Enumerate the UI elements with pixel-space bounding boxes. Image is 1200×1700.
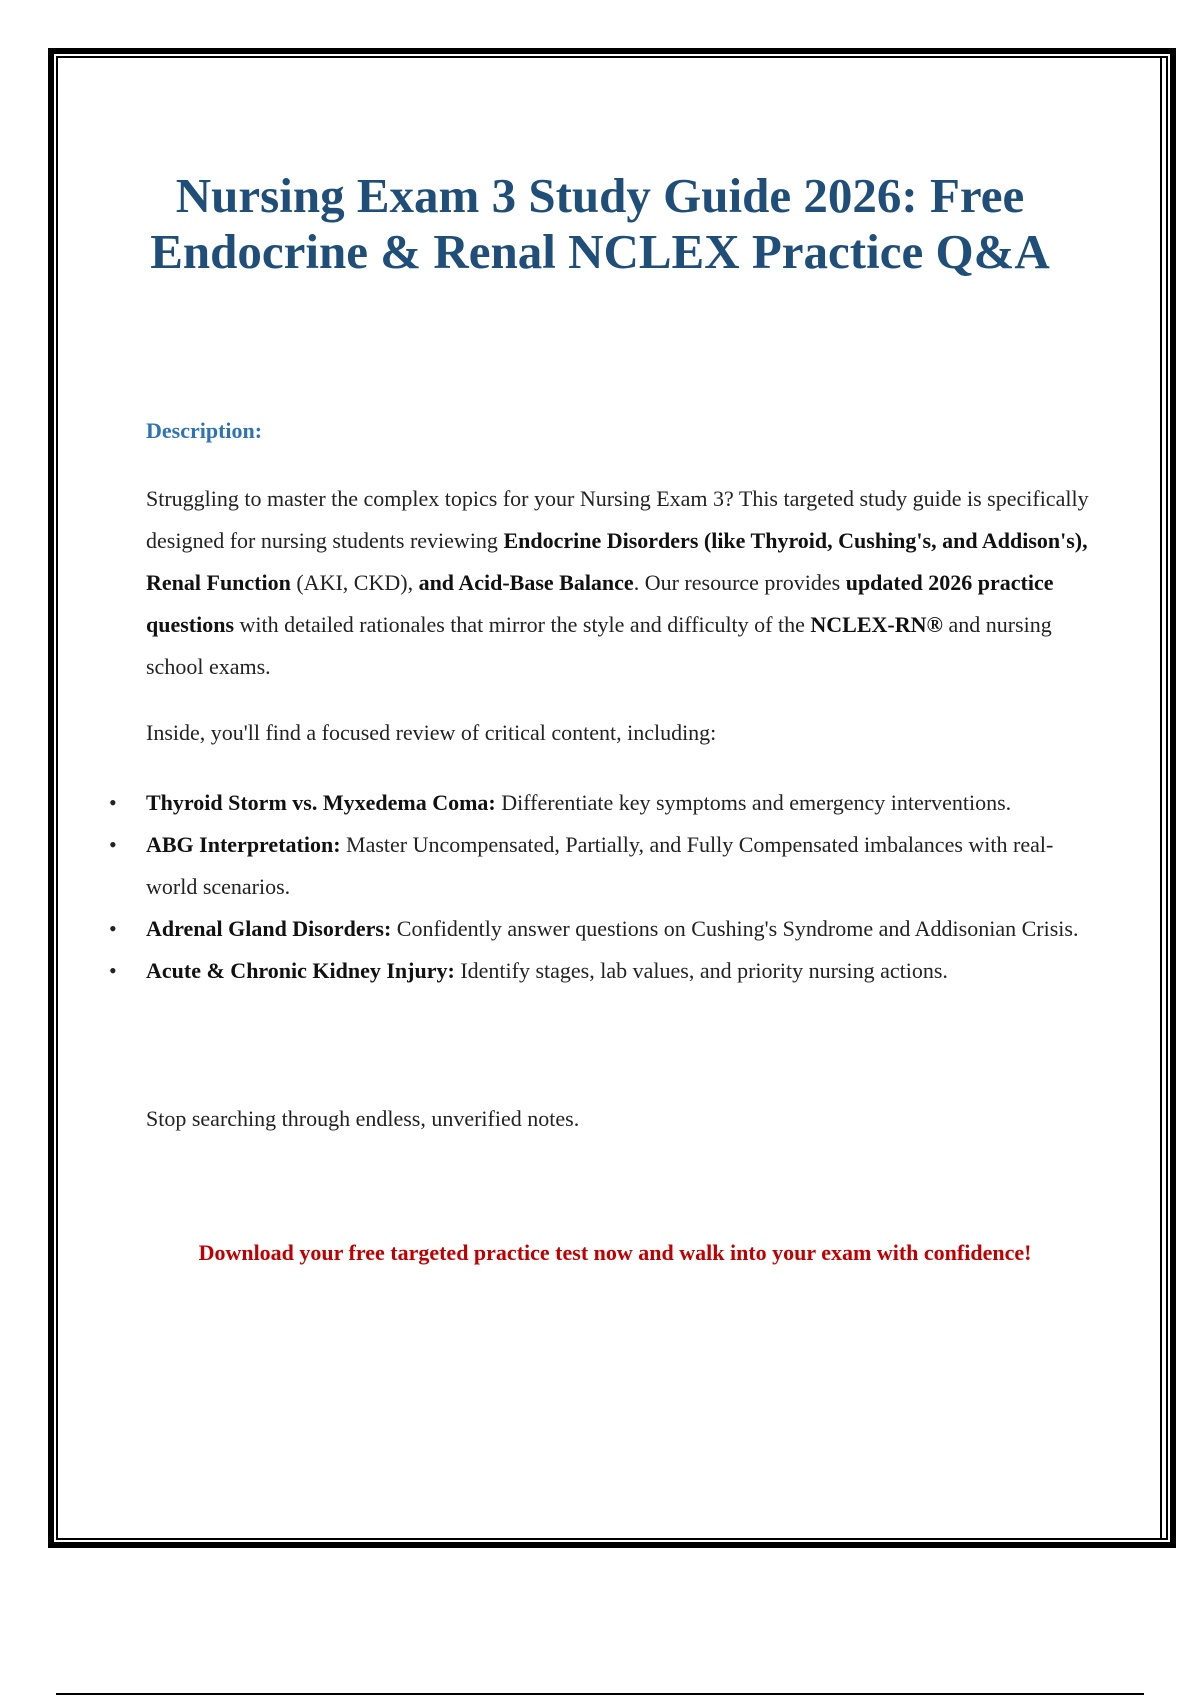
list-item-text: Differentiate key symptoms and emergency interventions. (495, 790, 1012, 815)
list-item (109, 950, 1096, 992)
call-to-action: Download your free targeted practice test now and walk into your exam with confidence! (198, 1240, 1032, 1265)
questions-emphasis: updated 2026 practice questions (146, 570, 1054, 637)
title-line-1: Nursing Exam 3 Study Guide 2026: Free (175, 168, 1025, 223)
list-item-label: Acute & Chronic Kidney Injury: (146, 958, 455, 983)
topic-emphasis-1: Endocrine Disorders (like Thyroid, Cushing's, and Addison's), Renal Function (146, 528, 1088, 595)
list-item (109, 908, 1096, 950)
intro-paragraph: Struggling to master the complex topics for your Nursing Exam 3? This targeted study guide is specifically designed for nursing students reviewing Endocrine Disorders (like Thyroid, Cushing's, and Addison's), Renal Function (AKI, CKD), and Acid-Base Balance. Our resource provides updated 2026 practice questions with detailed rationales that mirror the style and difficulty of the NCLEX-RN® and nursing school exams. (146, 486, 1089, 679)
list-item-label: Thyroid Storm vs. Myxedema Coma: (146, 790, 496, 815)
list-item-label: ABG Interpretation: (146, 832, 341, 857)
title-line-2: Endocrine & Renal NCLEX Practice Q&A (150, 224, 1050, 279)
footer-divider (56, 1693, 1144, 1695)
topic-emphasis-2: and Acid-Base Balance (418, 570, 634, 595)
list-item-label: Adrenal Gland Disorders: (146, 916, 392, 941)
list-item (109, 824, 1096, 908)
nclex-emphasis: NCLEX-RN® (810, 612, 943, 637)
page-title (100, 168, 1100, 280)
list-item (109, 782, 1096, 824)
closing-text: Stop searching through endless, unverified notes. (146, 1106, 580, 1131)
bullet-icon: • (109, 958, 117, 983)
bullet-icon: • (109, 790, 117, 815)
content-list (109, 782, 1096, 992)
bullet-icon: • (109, 916, 117, 941)
list-item-text: Identify stages, lab values, and priority nursing actions. (454, 958, 948, 983)
inside-intro-text: Inside, you'll find a focused review of critical content, including: (146, 720, 717, 745)
list-item-text: Master Uncompensated, Partially, and Fully Compensated imbalances with real-world scenarios. (146, 832, 1054, 899)
description-label: Description: (146, 418, 263, 443)
list-item-text: Confidently answer questions on Cushing's Syndrome and Addisonian Crisis. (391, 916, 1079, 941)
bullet-icon: • (109, 832, 117, 857)
